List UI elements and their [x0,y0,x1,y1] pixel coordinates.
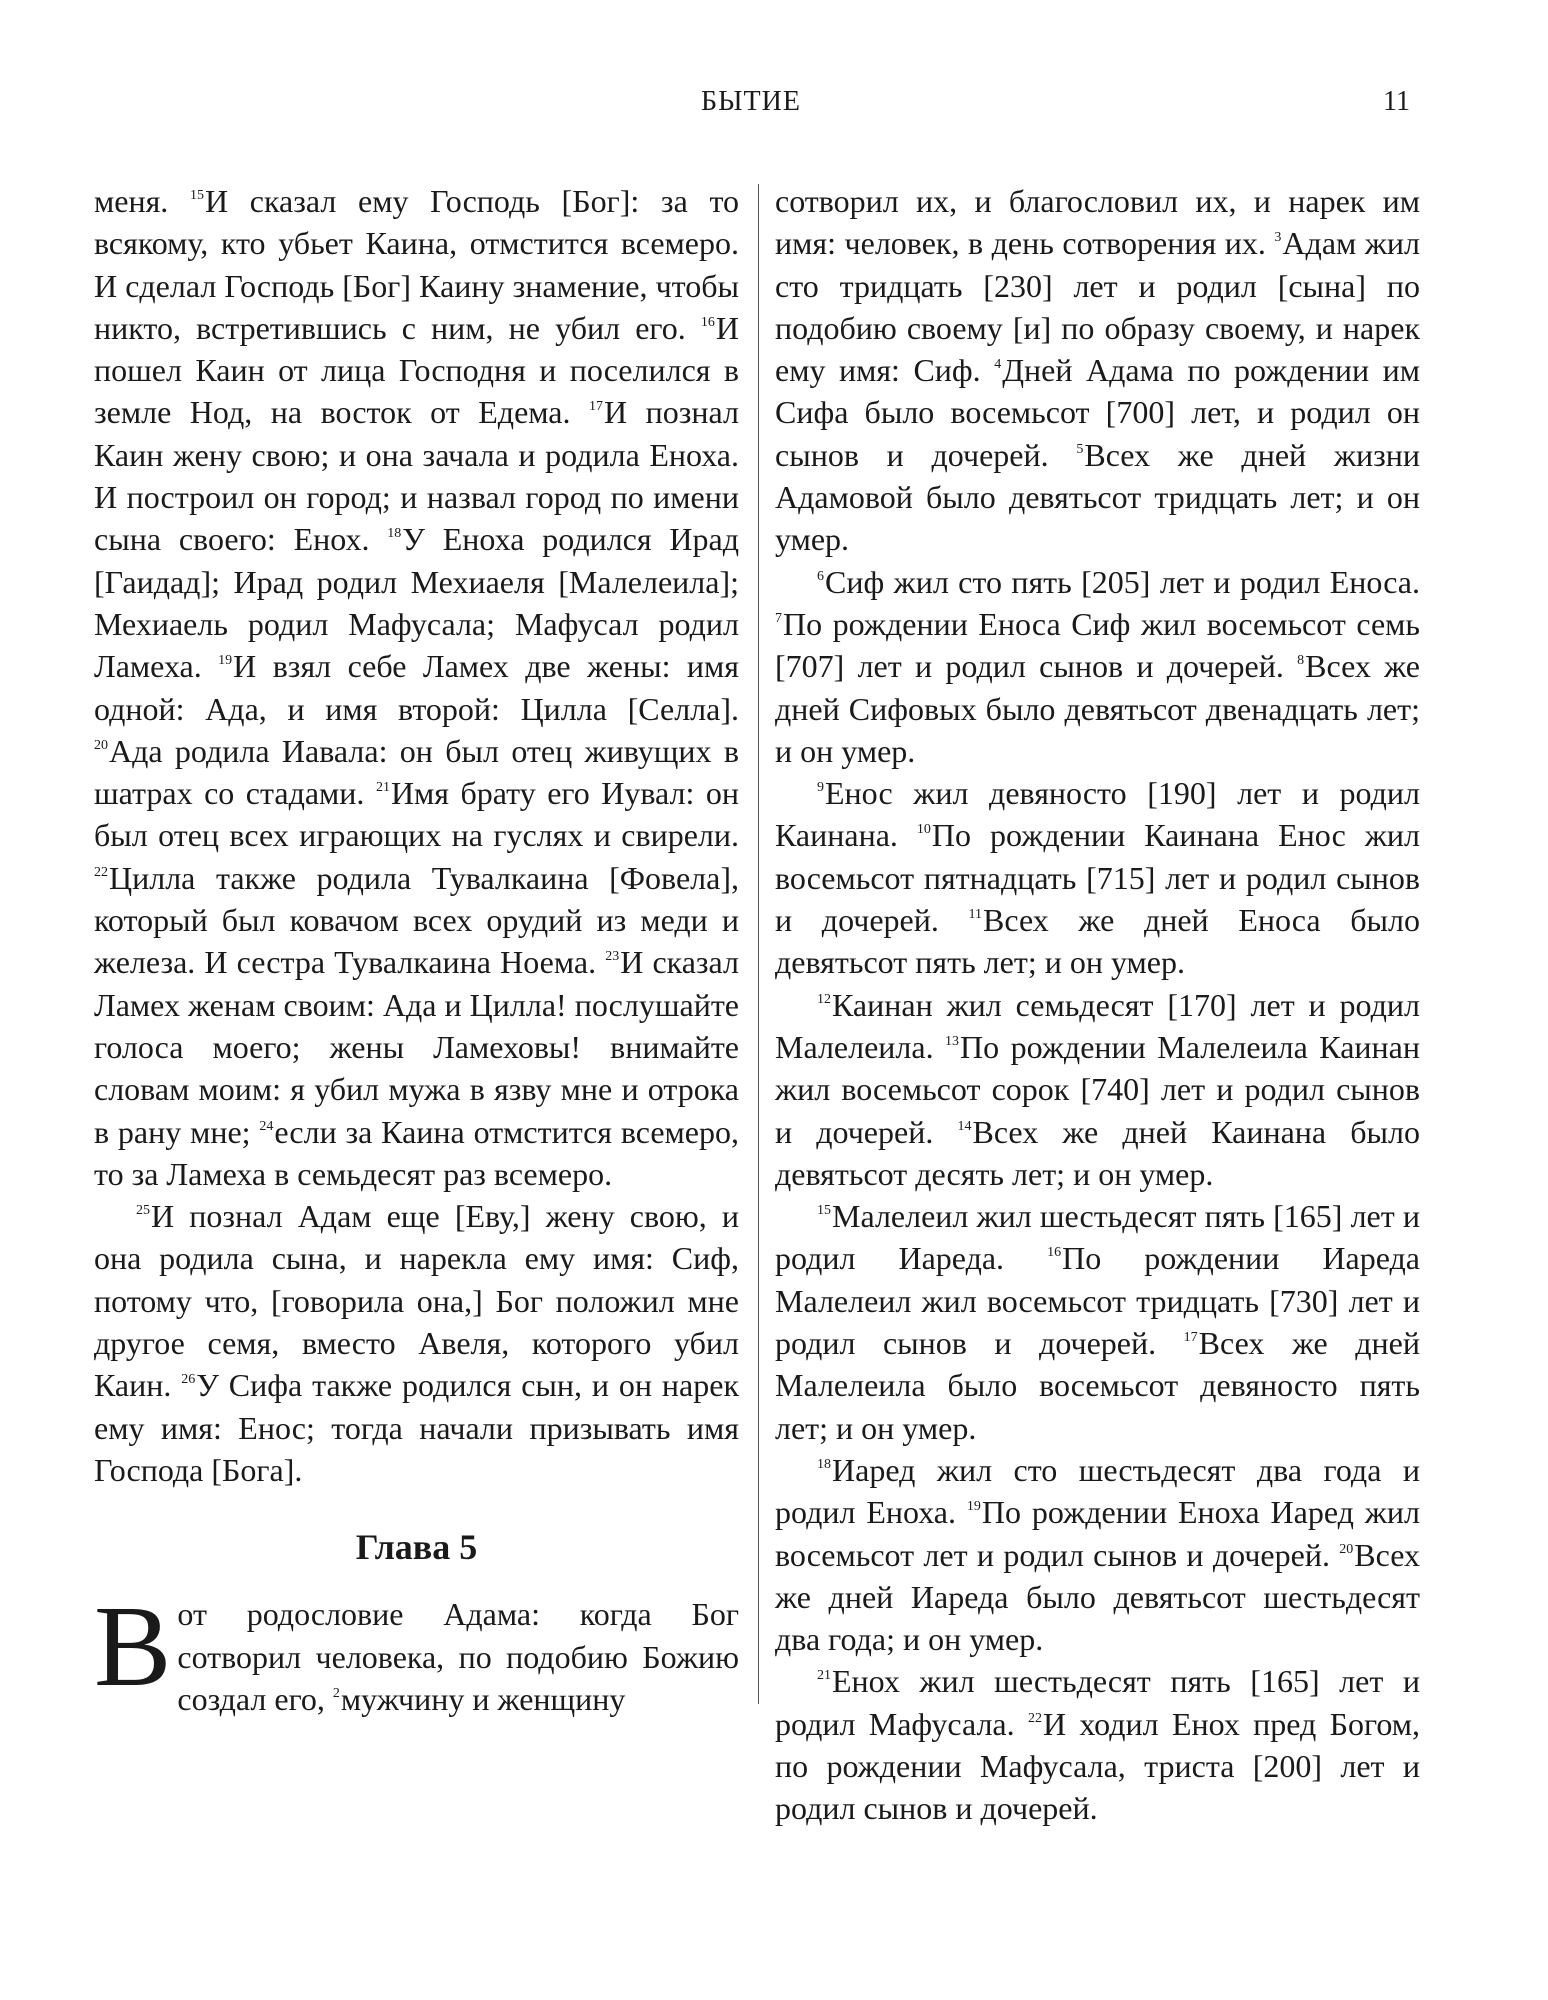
verse-text: Адам жил сто тридцать [230] лет и родил [сына] по подобию своему [и] по образу своему, и нарек ему имя: Сиф. [775,225,1421,389]
verse-number: 10 [916,822,931,838]
verse-text: Всех же дней Иареда было девятьсот шестьдесят два года; и он умер. [775,1536,1420,1658]
right-column [775,180,1420,1830]
verse-number: 24 [259,1118,274,1134]
verse-number: 14 [957,1118,972,1134]
verse-text: По рождении Еноха Иаред жил восемьсот лет и родил сынов и дочерей. [775,1494,1421,1573]
verse-number: 5 [1076,441,1084,457]
verse-number: 16 [700,314,715,330]
verse-text: И познал Каин жену свою; и она зачала и родила Еноха. И построил он город; и назвал город по имени сына своего: Енох. [94,394,740,558]
verse-text: мужчину и женщину [340,1680,626,1717]
verse-number: 22 [1027,1710,1042,1726]
verse-text: сотворил их, и благословил их, и нарек им имя: человек, в день сотворения их. [775,183,1420,262]
verse-number: 19 [966,1499,981,1515]
paragraph [775,1195,1420,1449]
paragraph [94,180,739,1195]
verse-text: Малелеил жил шестьдесят пять [165] лет и родил Иареда. [775,1198,1420,1277]
paragraph [94,1195,739,1491]
verse-text: И взял себе Ламех две жены: имя одной: Ада, и имя второй: Цилла [Селла]. [94,648,740,727]
verse-number: 21 [375,780,390,796]
verse-number: 2 [332,1685,340,1701]
verse-text: Всех же дней Каинана было девятьсот десять лет; и он умер. [775,1113,1420,1192]
verse-number: 4 [994,357,1002,373]
verse-text: Ада родила Иавала: он был отец живущих в шатрах со стадами. [94,732,739,812]
verse-text: Всех же дней жизни Адамовой было девятьсот тридцать лет; и он умер. [775,436,1421,558]
verse-text: И сказал ему Господь [Бог]: за то всякому, кто убьет Каина, отмстится всемеро. И сделал Господь [Бог] Каину знамение, чтобы никто, встретившись с ним, не убил его. [94,183,739,346]
verse-number: 7 [775,610,782,626]
verse-number: 19 [218,653,233,669]
verse-number: 17 [1183,1330,1198,1346]
verse-number: 9 [817,780,824,796]
verse-number: 16 [1047,1245,1062,1261]
chapter-paragraph [94,1583,739,1720]
verse-text: Енох жил шестьдесят пять [165] лет и родил Мафусала. [775,1663,1420,1742]
verse-text: меня. [94,183,190,219]
paragraph [775,180,1420,561]
verse-number: 20 [1339,1541,1354,1557]
left-column [94,180,739,1720]
verse-number: 15 [189,188,204,203]
verse-text: По рождении Иареда Малелеил жил восемьсот тридцать [730] лет и родил сынов и дочерей. [775,1240,1421,1362]
verse-text: Всех же дней Еноса было девятьсот пять лет; и он умер. [775,902,1421,981]
verse-number: 18 [387,526,402,542]
verse-text: Всех же дней Малелеила было восемьсот девяносто пять лет; и он умер. [775,1325,1421,1446]
paragraph [775,561,1420,772]
running-title: БЫТИЕ [701,86,801,117]
verse-text: Иаред жил сто шестьдесят два года и родил Еноха. [775,1451,1420,1531]
verse-text: У Сифа также родился сын, и он нарек ему имя: Енос; тогда начали призывать имя Господа [Бога]. [94,1367,740,1488]
verse-number: 23 [605,949,620,965]
verse-text: Имя брату его Иувал: он был отец всех играющих на гуслях и свирели. [94,775,740,854]
paragraph [775,772,1420,983]
verse-text: от родословие Адама: когда Бог сотворил человека, по подобию Божию создал его, [177,1596,739,1717]
verse-number: 22 [94,864,108,880]
verse-number: 18 [817,1456,831,1472]
verse-text: Цилла также родила Тувалкаина [Фовела], который был ковачом всех орудий из меди и железа. И сестра Тувалкаина Ноема. [94,859,739,981]
verse-text: Каинан жил семьдесят [170] лет и родил Малелеила. [775,986,1420,1065]
verse-number: 21 [817,1668,831,1684]
verse-number: 11 [968,907,983,923]
verse-text: И пошел Каин от лица Господня и поселился в земле Нод, на восток от Едема. [94,309,739,431]
verse-text: По рождении Малелеила Каинан жил восемьсот сорок [740] лет и родил сынов и дочерей. [775,1028,1421,1150]
verse-text: У Еноха родился Ирад [Гаидад]; Ирад родил Мехиаеля [Малелеила]; Мехиаель родил Мафусала; Мафусал родил Ламеха. [94,521,739,685]
page-number: 11 [1383,86,1410,117]
verse-number: 17 [589,399,604,415]
paragraph [775,1449,1420,1660]
verse-text: По рождении Еноса Сиф жил восемьсот семь [707] лет и родил сынов и дочерей. [775,605,1420,685]
verse-text: И сказал Ламех женам своим: Ада и Цилла! послушайте голоса моего; жены Ламеховы! внимайте словам моим: я убил мужа в язву мне и отрока в рану мне; [94,944,740,1150]
verse-number: 6 [817,568,824,584]
verse-text: И ходил Енох пред Богом, по рождении Мафусала, триста [200] лет и родил сынов и дочерей. [775,1705,1421,1827]
verse-text: По рождении Каинана Енос жил восемьсот пятнадцать [715] лет и родил сынов и дочерей. [775,817,1421,939]
verse-text: Енос жил девяносто [190] лет и родил Каинана. [775,775,1420,854]
verse-number: 26 [181,1372,196,1388]
page-header [92,80,1410,124]
verse-text: И познал Адам еще [Еву,] жену свою, и она родила сына, и нарекла ему имя: Сиф, потому что, [говорила она,] Бог положил мне другое семя, вместо Авеля, которого убил Каин. [94,1198,739,1404]
drop-cap: В [94,1583,172,1712]
paragraph [775,1660,1420,1829]
verse-text: если за Каина отмстится всемеро, то за Ламеха в семьдесят раз всемеро. [94,1113,740,1192]
verse-number: 3 [1274,230,1282,246]
verse-text: Сиф жил сто пять [205] лет и родил Еноса. [825,563,1420,600]
verse-number: 20 [94,737,108,753]
verse-text: Всех же дней Сифовых было девятьсот двенадцать лет; и он умер. [775,648,1421,769]
verse-number: 25 [136,1203,150,1219]
verse-number: 15 [817,1203,831,1219]
paragraph [775,984,1420,1195]
verse-number: 13 [945,1033,960,1049]
chapter-title: Глава 5 [355,1527,478,1568]
column-divider [758,184,759,1704]
verse-text: Дней Адама по рождении им Сифа было восемьсот [700] лет, и родил он сынов и дочерей. [775,352,1421,473]
verse-number: 8 [1297,653,1305,669]
chapter-paragraph-text [177,1596,739,1717]
verse-number: 12 [817,991,831,1007]
